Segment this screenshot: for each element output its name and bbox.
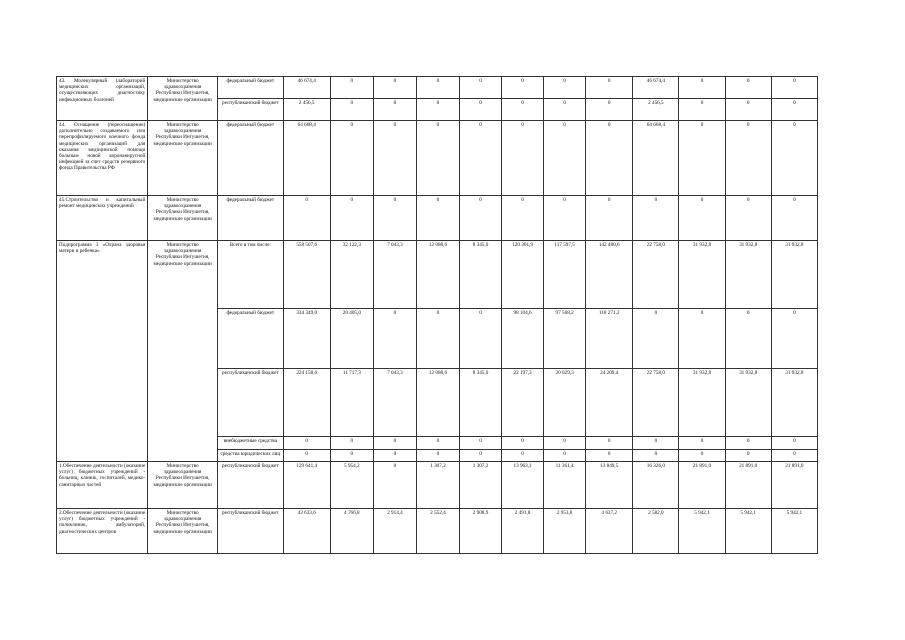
amount-cell: 24 209,4 <box>586 369 633 437</box>
activity-executor: Министерство здравоохранения Республики Ингушетия, медицинские организации <box>148 241 218 462</box>
funding-source: республиканский бюджет <box>218 462 284 509</box>
amount-cell: 0 <box>459 196 501 241</box>
amount-cell: 31 932,8 <box>679 241 725 309</box>
activity-description: 44. Оснащение (переоснащение) дополнительно создаваемого или перепрофилируемого коечного фонда медицинских организаций для оказания медицинской помощи больным новой коронавирусной инфекцией за счет средств резервного фонда Правительства РФ <box>57 121 148 196</box>
amount-cell: 0 <box>633 437 679 450</box>
amount-cell: 0 <box>771 99 817 121</box>
amount-cell: 97 568,2 <box>544 309 586 369</box>
funding-source: внебюджетные средства <box>218 437 284 450</box>
amount-cell: 0 <box>586 437 633 450</box>
funding-source: федеральный бюджет <box>218 309 284 369</box>
amount-cell: 1 307,2 <box>459 462 501 509</box>
amount-cell: 2 953,8 <box>544 509 586 554</box>
amount-cell: 120 301,9 <box>502 241 544 309</box>
amount-cell: 0 <box>459 450 501 462</box>
amount-cell: 0 <box>679 121 725 196</box>
amount-cell: 0 <box>633 450 679 462</box>
amount-cell: 0 <box>373 437 416 450</box>
amount-cell: 0 <box>586 121 633 196</box>
amount-cell: 0 <box>373 77 416 99</box>
amount-cell: 0 <box>502 437 544 450</box>
amount-cell: 31 932,8 <box>679 369 725 437</box>
table-row <box>57 241 818 309</box>
amount-cell: 0 <box>416 77 459 99</box>
amount-cell: 31 932,8 <box>725 369 771 437</box>
amount-cell: 98 104,6 <box>502 309 544 369</box>
amount-cell: 4 766,8 <box>330 509 373 554</box>
amount-cell: 21 891,0 <box>679 462 725 509</box>
amount-cell: 8 345,0 <box>459 369 501 437</box>
amount-cell: 0 <box>544 450 586 462</box>
funding-source: республиканский бюджет <box>218 509 284 554</box>
amount-cell: 0 <box>459 99 501 121</box>
amount-cell: 0 <box>679 99 725 121</box>
amount-cell: 0 <box>771 121 817 196</box>
amount-cell: 0 <box>373 196 416 241</box>
amount-cell: 2 552,4 <box>416 509 459 554</box>
amount-cell: 0 <box>586 450 633 462</box>
amount-cell: 5 942,1 <box>679 509 725 554</box>
table-row <box>57 509 818 554</box>
amount-cell: 0 <box>586 196 633 241</box>
amount-cell: 0 <box>330 196 373 241</box>
amount-cell: 22 197,3 <box>502 369 544 437</box>
amount-cell: 0 <box>459 77 501 99</box>
amount-cell: 21 891,0 <box>771 462 817 509</box>
amount-cell: 0 <box>416 121 459 196</box>
amount-cell: 0 <box>725 77 771 99</box>
amount-cell: 0 <box>679 437 725 450</box>
funding-source: республиканский бюджет <box>218 369 284 437</box>
amount-cell: 0 <box>679 196 725 241</box>
amount-cell: 43 633,6 <box>283 509 330 554</box>
amount-cell: 0 <box>373 99 416 121</box>
activity-executor: Министерство здравоохранения Республики Ингушетия, медицинские организации <box>148 121 218 196</box>
amount-cell: 2 582,0 <box>633 509 679 554</box>
activity-description: 45.Строительство и капитальный ремонт медицинских учреждений <box>57 196 148 241</box>
amount-cell: 0 <box>283 450 330 462</box>
amount-cell: 7 043,3 <box>373 241 416 309</box>
activity-description: Подпрограмма 3 «Охрана здоровья матери и ребенка» <box>57 241 148 462</box>
amount-cell: 334 349,0 <box>283 309 330 369</box>
amount-cell: 0 <box>771 196 817 241</box>
amount-cell: 0 <box>373 309 416 369</box>
amount-cell: 0 <box>373 462 416 509</box>
amount-cell: 0 <box>502 450 544 462</box>
funding-source: Всего в том числе: <box>218 241 284 309</box>
amount-cell: 0 <box>771 450 817 462</box>
amount-cell: 31 932,8 <box>771 369 817 437</box>
activity-executor: Министерство здравоохранения Республики Ингушетия, медицинские организации <box>148 462 218 509</box>
amount-cell: 11 717,3 <box>330 369 373 437</box>
amount-cell: 2 914,4 <box>373 509 416 554</box>
funding-source: федеральный бюджет <box>218 121 284 196</box>
amount-cell: 7 043,3 <box>373 369 416 437</box>
funding-source: средства юридических лиц <box>218 450 284 462</box>
amount-cell: 0 <box>459 121 501 196</box>
amount-cell: 12 088,6 <box>416 369 459 437</box>
amount-cell: 0 <box>544 196 586 241</box>
amount-cell: 0 <box>679 450 725 462</box>
amount-cell: 32 122,3 <box>330 241 373 309</box>
amount-cell: 558 507,6 <box>283 241 330 309</box>
amount-cell: 0 <box>502 121 544 196</box>
amount-cell: 224 158,6 <box>283 369 330 437</box>
amount-cell: 0 <box>725 450 771 462</box>
amount-cell: 0 <box>330 437 373 450</box>
activity-description: 43. Молекулярный (лабораторий медицинских организаций, осуществляющих диагностику инфекционных болезней <box>57 77 148 121</box>
activity-executor: Министерство здравоохранения Республики Ингушетия, медицинские организации <box>148 509 218 554</box>
funding-source: федеральный бюджет <box>218 77 284 99</box>
amount-cell: 0 <box>459 309 501 369</box>
activity-executor: Министерство здравоохранения Республики Ингушетия, медицинские организации <box>148 196 218 241</box>
amount-cell: 31 932,8 <box>771 241 817 309</box>
amount-cell: 0 <box>544 99 586 121</box>
amount-cell: 0 <box>586 99 633 121</box>
amount-cell: 0 <box>586 77 633 99</box>
amount-cell: 64 668,4 <box>283 121 330 196</box>
amount-cell: 0 <box>633 196 679 241</box>
amount-cell: 0 <box>502 196 544 241</box>
amount-cell: 4 637,2 <box>586 509 633 554</box>
amount-cell: 21 891,0 <box>725 462 771 509</box>
amount-cell: 2 456,5 <box>283 99 330 121</box>
amount-cell: 0 <box>544 437 586 450</box>
amount-cell: 22 758,0 <box>633 241 679 309</box>
amount-cell: 5 942,1 <box>725 509 771 554</box>
amount-cell: 2 908,9 <box>459 509 501 554</box>
amount-cell: 0 <box>416 450 459 462</box>
table-row <box>57 77 818 99</box>
amount-cell: 0 <box>771 309 817 369</box>
amount-cell: 13 849,5 <box>586 462 633 509</box>
amount-cell: 31 932,8 <box>725 241 771 309</box>
amount-cell: 117 597,5 <box>544 241 586 309</box>
amount-cell: 0 <box>416 196 459 241</box>
table-row <box>57 462 818 509</box>
amount-cell: 13 963,1 <box>502 462 544 509</box>
amount-cell: 0 <box>725 196 771 241</box>
amount-cell: 0 <box>502 77 544 99</box>
amount-cell: 0 <box>633 309 679 369</box>
activity-description: 1.Обеспечение деятельности (оказание услуг) бюджетных учреждений - больниц, клиник, госпиталей, медико-санитарных частей <box>57 462 148 509</box>
amount-cell: 8 345,0 <box>459 241 501 309</box>
amount-cell: 0 <box>544 121 586 196</box>
amount-cell: 0 <box>725 99 771 121</box>
amount-cell: 0 <box>416 99 459 121</box>
amount-cell: 0 <box>373 121 416 196</box>
activity-description: 2.Обеспечение деятельности (оказание услуг) бюджетных учреждений - поликлиник, амбулаторий, диагностических центров <box>57 509 148 554</box>
amount-cell: 5 954,2 <box>330 462 373 509</box>
amount-cell: 0 <box>725 437 771 450</box>
amount-cell: 0 <box>330 450 373 462</box>
amount-cell: 1 307,2 <box>416 462 459 509</box>
amount-cell: 0 <box>725 121 771 196</box>
amount-cell: 0 <box>544 77 586 99</box>
amount-cell: 0 <box>373 450 416 462</box>
amount-cell: 2 456,5 <box>633 99 679 121</box>
amount-cell: 46 674,4 <box>633 77 679 99</box>
amount-cell: 12 088,6 <box>416 241 459 309</box>
amount-cell: 0 <box>416 309 459 369</box>
amount-cell: 0 <box>330 99 373 121</box>
amount-cell: 20 029,3 <box>544 369 586 437</box>
amount-cell: 0 <box>459 437 501 450</box>
amount-cell: 16 326,0 <box>633 462 679 509</box>
amount-cell: 129 641,4 <box>283 462 330 509</box>
amount-cell: 64 668,4 <box>633 121 679 196</box>
amount-cell: 118 271,2 <box>586 309 633 369</box>
amount-cell: 22 758,0 <box>633 369 679 437</box>
amount-cell: 0 <box>771 77 817 99</box>
amount-cell: 0 <box>416 437 459 450</box>
funding-source: федеральный бюджет <box>218 196 284 241</box>
budget-table <box>56 76 818 554</box>
amount-cell: 0 <box>679 77 725 99</box>
amount-cell: 0 <box>283 196 330 241</box>
amount-cell: 2 491,8 <box>502 509 544 554</box>
amount-cell: 5 942,1 <box>771 509 817 554</box>
table-row <box>57 196 818 241</box>
amount-cell: 46 674,4 <box>283 77 330 99</box>
activity-executor: Министерство здравоохранения Республики Ингушетия, медицинские организации <box>148 77 218 121</box>
amount-cell: 20 405,0 <box>330 309 373 369</box>
amount-cell: 0 <box>502 99 544 121</box>
amount-cell: 0 <box>771 437 817 450</box>
amount-cell: 0 <box>283 437 330 450</box>
amount-cell: 0 <box>330 121 373 196</box>
amount-cell: 142 480,6 <box>586 241 633 309</box>
amount-cell: 0 <box>330 77 373 99</box>
amount-cell: 11 361,4 <box>544 462 586 509</box>
amount-cell: 0 <box>725 309 771 369</box>
table-row <box>57 121 818 196</box>
funding-source: республиканский бюджет <box>218 99 284 121</box>
amount-cell: 0 <box>679 309 725 369</box>
